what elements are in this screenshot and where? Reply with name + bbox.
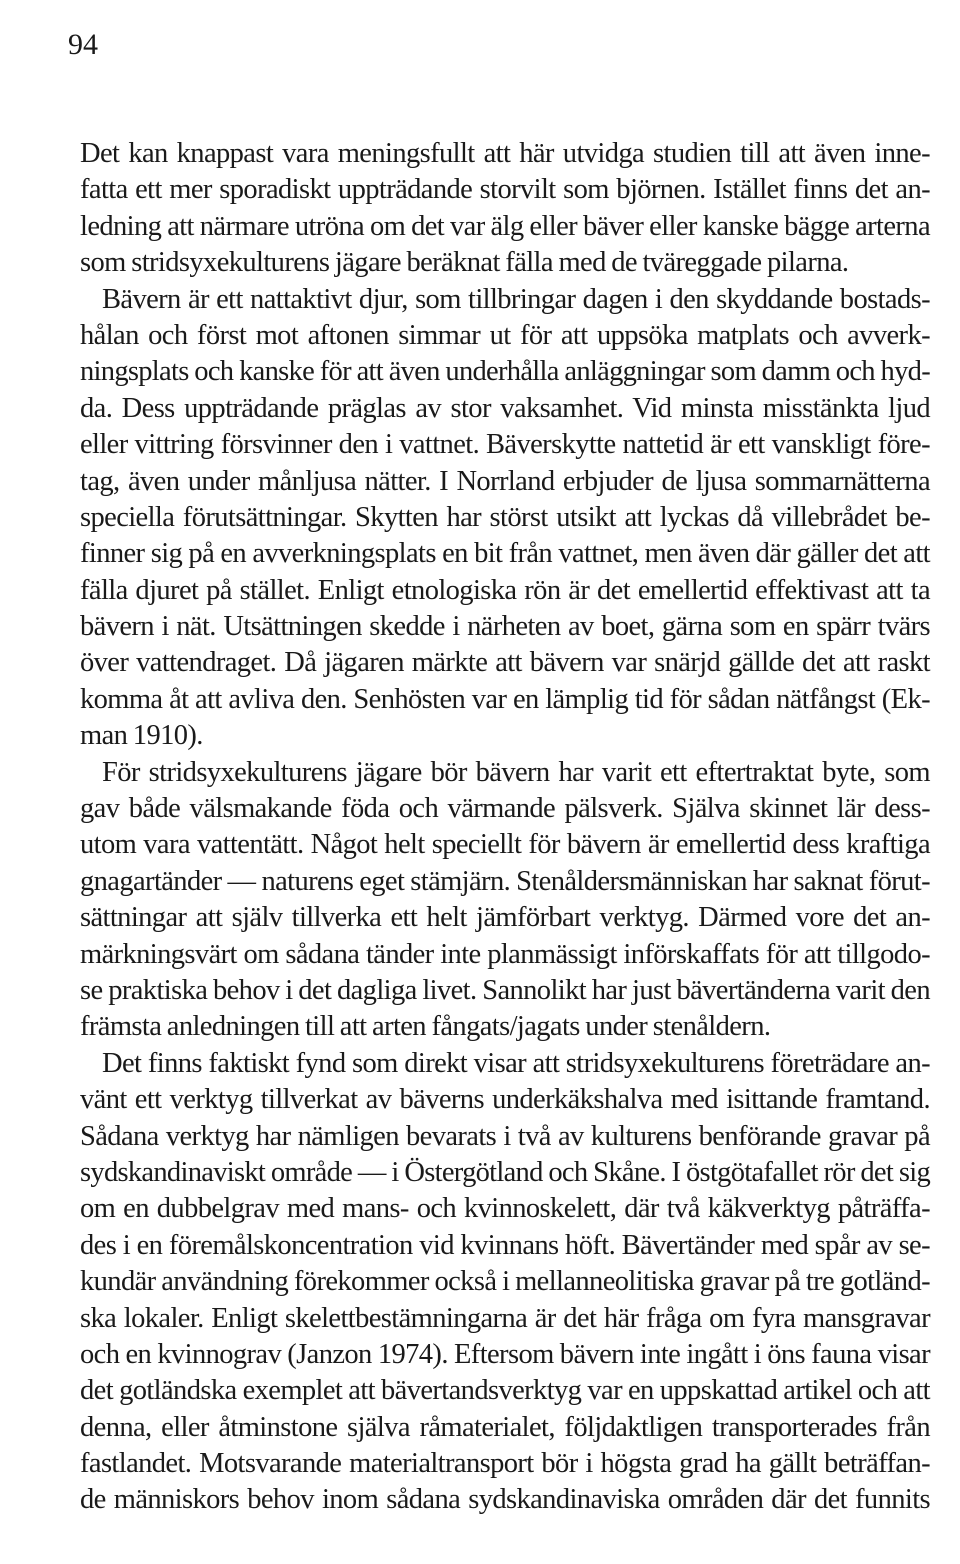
text-line: eller vittring försvinner den i vattnet. Bäverskytte nattetid är ett vanskligt före- bbox=[80, 429, 930, 461]
text-line: komma åt att avliva den. Senhösten var en lämplig tid för sådan nätfångst (Ek- bbox=[80, 683, 930, 715]
text-line: sydskandinaviskt område — i Östergötland och Skåne. I östgötafallet rör det sig bbox=[80, 1156, 930, 1188]
text-line: se praktiska behov i det dagliga livet. Sannolikt har just bävertänderna varit den bbox=[80, 974, 930, 1006]
text-line: Det finns faktiskt fynd som direkt visar att stridsyxekulturens företrädare an- bbox=[102, 1047, 930, 1079]
text-line: de människors behov inom sådana sydskandinaviska områden där det funnits bbox=[80, 1484, 930, 1516]
text-line: hålan och först mot aftonen simmar ut för att uppsöka matplats och avverk- bbox=[80, 319, 930, 351]
text-line: gav både välsmakande föda och värmande pälsverk. Själva skinnet lär dess- bbox=[80, 793, 930, 825]
text-line: fastlandet. Motsvarande materialtransport bör i högsta grad ha gällt beträffan- bbox=[80, 1448, 930, 1480]
text-line: Bävern är ett nattaktivt djur, som tillbringar dagen i den skyddande bostads- bbox=[102, 283, 930, 315]
text-line: Det kan knappast vara meningsfullt att här utvidga studien till att även inne- bbox=[80, 138, 930, 169]
text-line: speciella förutsättningar. Skytten har störst utsikt att lyckas då villebrådet be- bbox=[80, 501, 930, 533]
text-line: gnagartänder — naturens eget stämjärn. Stenåldersmänniskan har saknat förut- bbox=[80, 865, 930, 897]
text-line: märkningsvärt om sådana tänder inte planmässigt införskaffats för att tillgodo- bbox=[80, 938, 930, 970]
body-text bbox=[80, 136, 930, 1519]
text-line: över vattendraget. Då jägaren märkte att bävern var snärjd gällde det att raskt bbox=[80, 647, 930, 679]
text-line: kundär användning förekommer också i mellanneolitiska gravar på tre gotländ- bbox=[80, 1266, 930, 1298]
text-line: För stridsyxekulturens jägare bör bävern har varit ett eftertraktat byte, som bbox=[102, 756, 930, 788]
text-line: da. Dess uppträdande präglas av stor vaksamhet. Vid minsta misstänkta ljud bbox=[80, 392, 930, 424]
text-line: det gotländska exemplet att bävertandsverktyg var en uppskattad artikel och att bbox=[80, 1375, 930, 1407]
text-line: ningsplats och kanske för att även underhålla anläggningar som damm och hyd- bbox=[80, 356, 930, 388]
text-line: fälla djuret på stället. Enligt etnologiska rön är det emellertid effektivast att ta bbox=[80, 574, 930, 606]
text-line: bävern i nät. Utsättningen skedde i närheten av boet, gärna som en spärr tvärs bbox=[80, 611, 930, 643]
text-line: ledning att närmare utröna om det var älg eller bäver eller kanske bägge arterna bbox=[80, 210, 930, 242]
text-line: främsta anledningen till att arten fångats/jagats under stenåldern. bbox=[80, 1011, 771, 1043]
text-line: vänt ett verktyg tillverkat av bäverns underkäkshalva med isittande framtand. bbox=[80, 1084, 930, 1116]
text-line: om en dubbelgrav med mans- och kvinnoskelett, där två käkverktyg påträffa- bbox=[80, 1193, 930, 1225]
text-line: som stridsyxekulturens jägare beräknat fälla med de tväreggade pilarna. bbox=[80, 247, 849, 279]
page-number: 94 bbox=[68, 28, 98, 61]
text-line: sättningar att själv tillverka ett helt jämförbart verktyg. Därmed vore det an- bbox=[80, 902, 930, 934]
text-line: finner sig på en avverkningsplats en bit från vattnet, men även där gäller det att bbox=[80, 538, 930, 570]
text-line: des i en föremålskoncentration vid kvinnans höft. Bävertänder med spår av se- bbox=[80, 1229, 930, 1261]
text-line: Sådana verktyg har nämligen bevarats i två av kulturens benförande gravar på bbox=[80, 1120, 930, 1152]
text-line: och en kvinnograv (Janzon 1974). Eftersom bävern inte ingått i öns fauna visar bbox=[80, 1338, 930, 1370]
text-line: ska lokaler. Enligt skelettbestämningarna är det här fråga om fyra mansgravar bbox=[80, 1302, 930, 1334]
text-line: man 1910). bbox=[80, 720, 203, 752]
text-line: denna, eller åtminstone själva råmaterialet, följdaktligen transporterades från bbox=[80, 1411, 930, 1443]
text-line: fatta ett mer sporadiskt uppträdande storvilt som björnen. Istället finns det an- bbox=[80, 174, 930, 206]
text-line: tag, även under månljusa nätter. I Norrland erbjuder de ljusa sommarnätterna bbox=[80, 465, 930, 497]
text-line: utom vara vattentätt. Något helt speciellt för bävern är emellertid dess kraftiga bbox=[80, 829, 930, 861]
